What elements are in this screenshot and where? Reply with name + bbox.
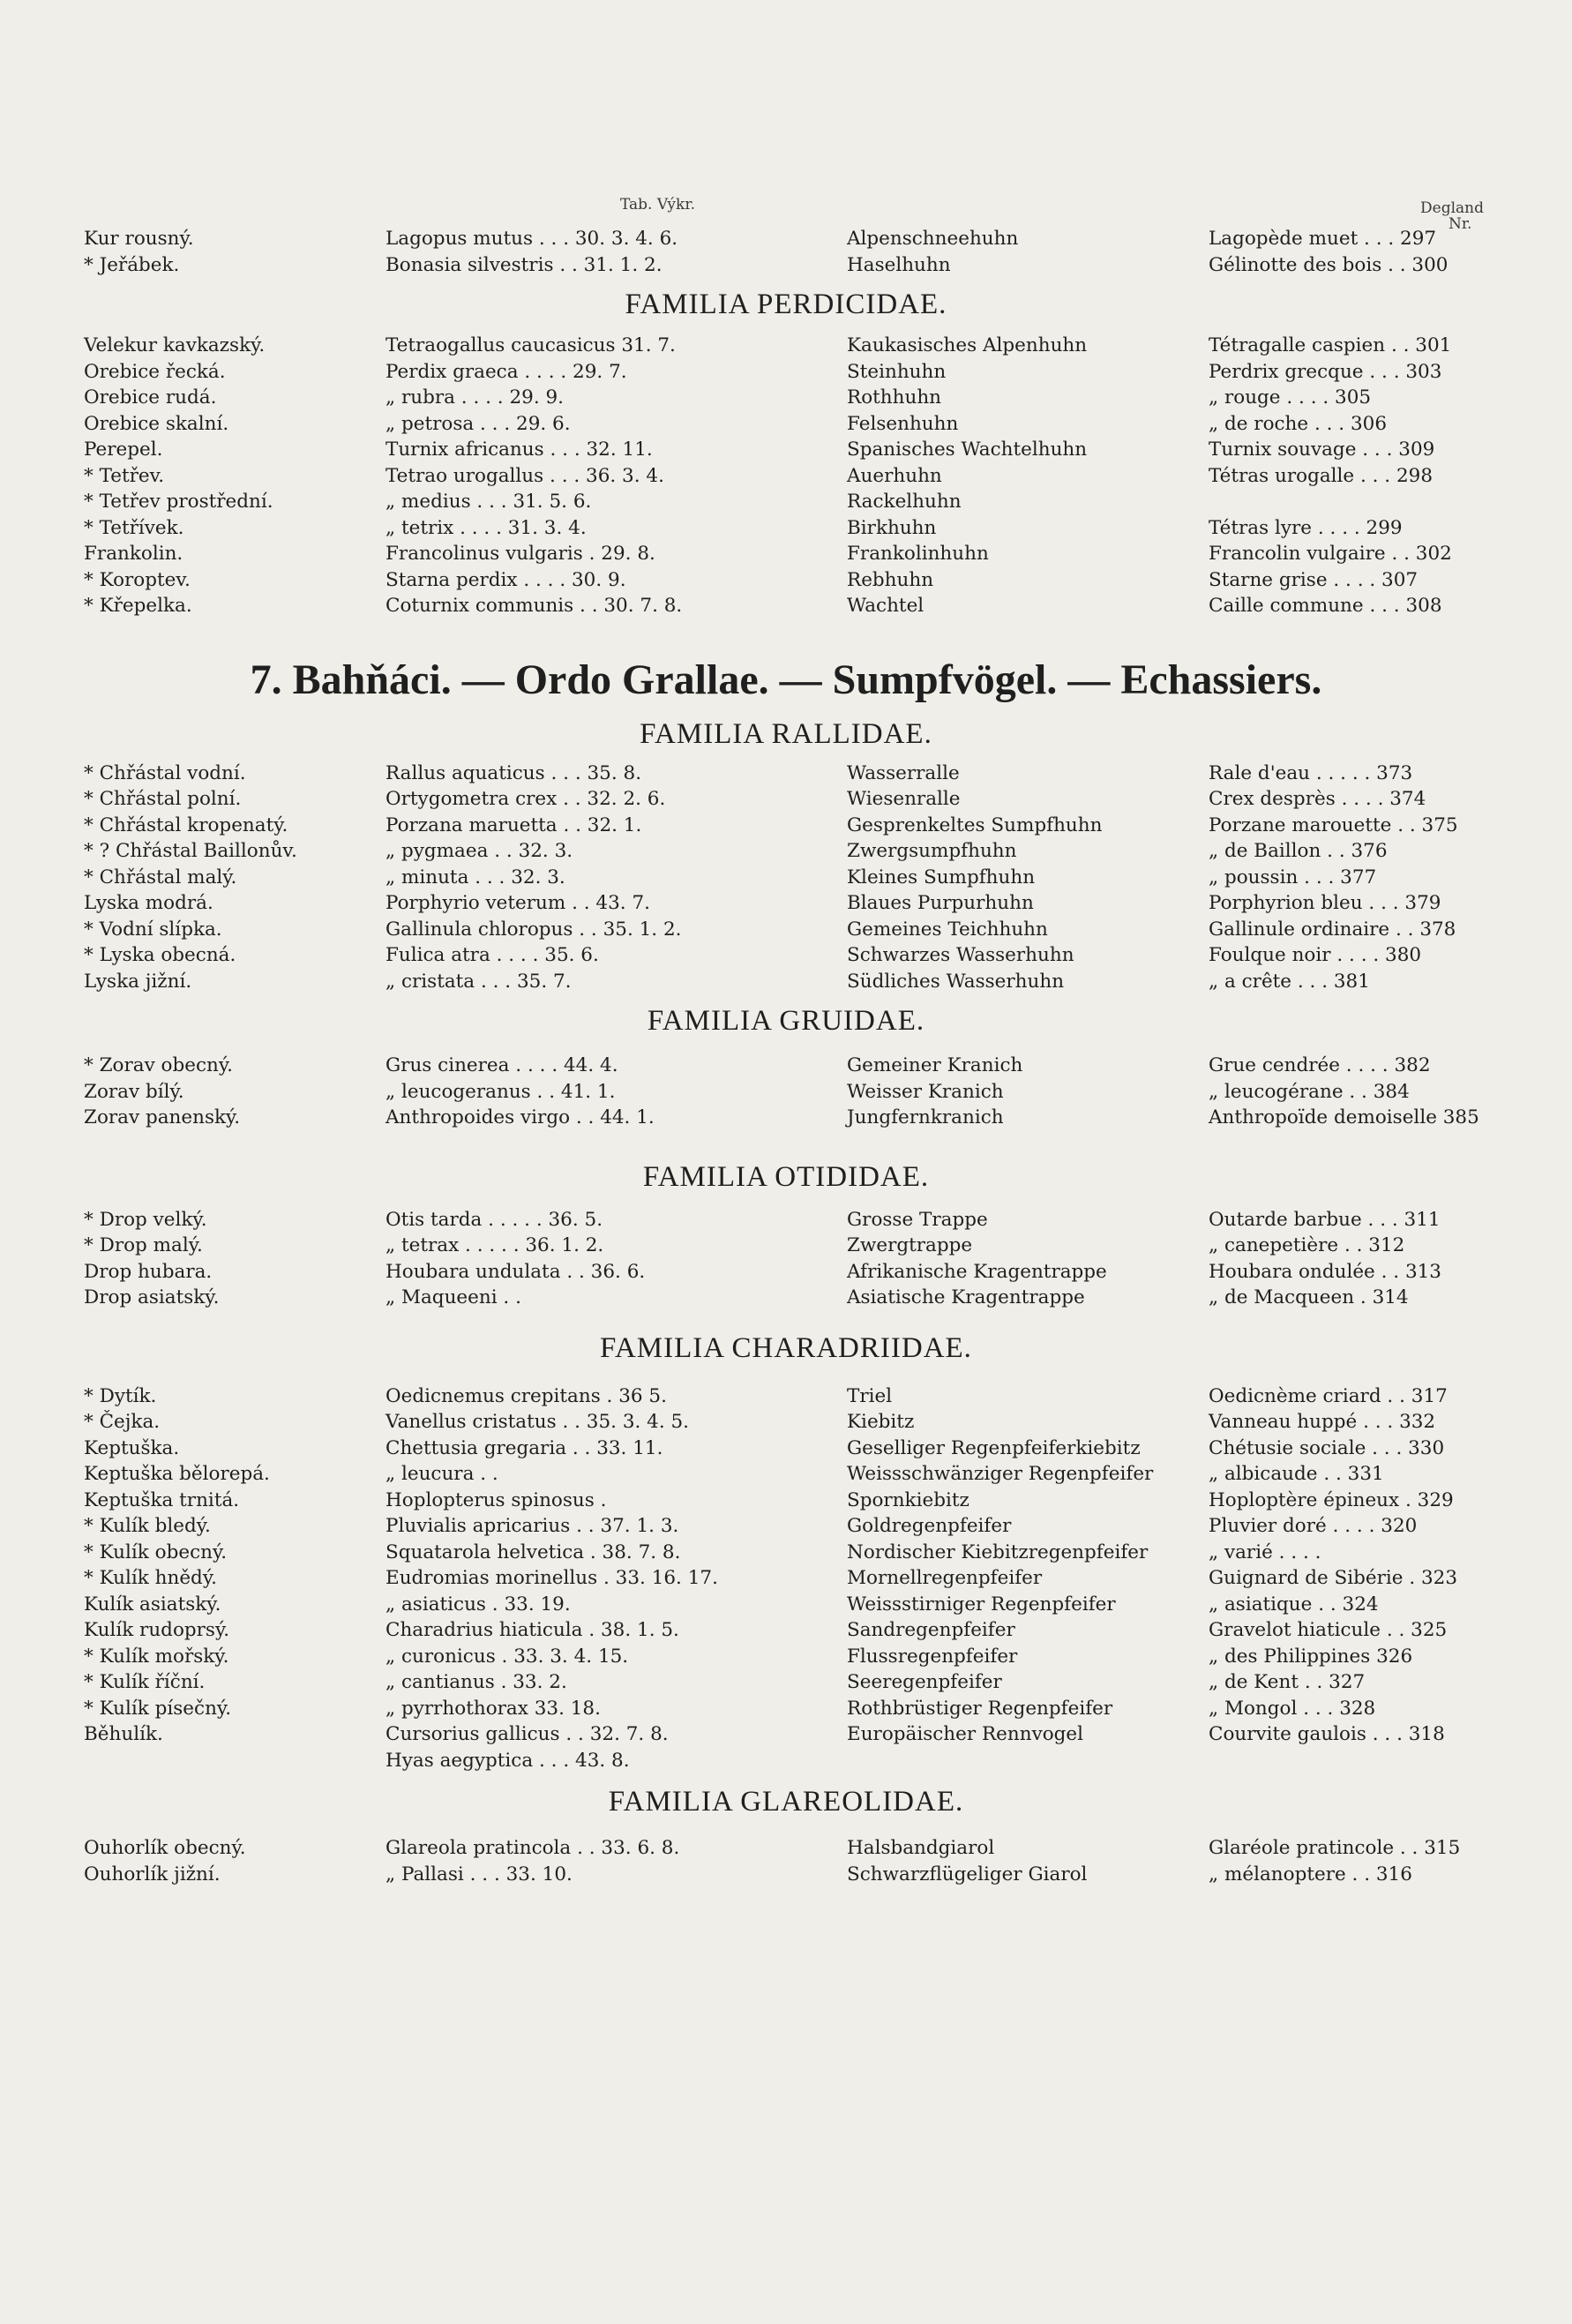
latin-name-plate: Anthropoides virgo . . 44. 1. bbox=[386, 1106, 655, 1128]
czech-name: Lyska jižní. bbox=[84, 970, 192, 993]
species-row bbox=[0, 1053, 1572, 1079]
species-row bbox=[0, 1207, 1572, 1233]
czech-name: Zorav bílý. bbox=[84, 1080, 184, 1103]
species-row bbox=[0, 969, 1572, 995]
species-table bbox=[0, 333, 1572, 619]
familia-title: FAMILIA RALLIDAE. bbox=[640, 717, 932, 750]
czech-name: * Kulík bledý. bbox=[84, 1515, 211, 1537]
species-row bbox=[0, 1592, 1572, 1618]
familia-title: FAMILIA GRUIDAE. bbox=[647, 1005, 925, 1037]
species-table bbox=[0, 1053, 1572, 1131]
species-row bbox=[0, 593, 1572, 619]
czech-name: Orebice rudá. bbox=[84, 386, 217, 409]
french-name-degland: Gallinule ordinaire . . 378 bbox=[1209, 918, 1456, 941]
french-name-degland: „ de Macqueen . 314 bbox=[1209, 1286, 1409, 1308]
french-name-degland: Grue cendrée . . . . 382 bbox=[1209, 1054, 1431, 1076]
species-row bbox=[0, 515, 1572, 542]
german-name: Auerhuhn bbox=[847, 464, 942, 487]
latin-name-plate: Lagopus mutus . . . 30. 3. 4. 6. bbox=[386, 228, 678, 250]
latin-name-plate: Coturnix communis . . 30. 7. 8. bbox=[386, 595, 683, 617]
species-row bbox=[0, 567, 1572, 594]
species-row bbox=[0, 1644, 1572, 1670]
french-name-degland: Tétras lyre . . . . 299 bbox=[1209, 516, 1403, 539]
latin-name-plate: Turnix africanus . . . 32. 11. bbox=[386, 439, 653, 461]
species-row bbox=[0, 1259, 1572, 1286]
species-row bbox=[0, 226, 1572, 252]
species-row bbox=[0, 437, 1572, 463]
species-row bbox=[0, 1696, 1572, 1722]
czech-name: Běhulík. bbox=[84, 1723, 163, 1745]
czech-name: * Kulík mořský. bbox=[84, 1645, 229, 1668]
german-name: Zwergsumpfhuhn bbox=[847, 840, 1017, 862]
species-table bbox=[0, 226, 1572, 278]
french-name-degland: „ Mongol . . . 328 bbox=[1209, 1697, 1376, 1720]
czech-name: Ouhorlík obecný. bbox=[84, 1837, 246, 1859]
latin-name-plate: Perdix graeca . . . . 29. 7. bbox=[386, 360, 627, 383]
czech-name: * Kulík říční. bbox=[84, 1671, 206, 1693]
latin-name-plate: Charadrius hiaticula . 38. 1. 5. bbox=[386, 1619, 679, 1641]
german-name: Rackelhuhn bbox=[847, 491, 962, 513]
species-row bbox=[0, 1669, 1572, 1696]
section-otididae bbox=[0, 1158, 1572, 1311]
czech-name: * Drop velký. bbox=[84, 1208, 207, 1231]
species-table bbox=[0, 1207, 1572, 1311]
czech-name: * Zorav obecný. bbox=[84, 1054, 233, 1076]
czech-name: * Kulík písečný. bbox=[84, 1697, 232, 1720]
french-name-degland: „ leucogérane . . 384 bbox=[1209, 1080, 1410, 1103]
czech-name: * Drop malý. bbox=[84, 1234, 203, 1256]
czech-name: * Chřástal polní. bbox=[84, 788, 242, 810]
french-name-degland: Guignard de Sibérie . 323 bbox=[1209, 1567, 1458, 1589]
german-name: Frankolinhuhn bbox=[847, 543, 989, 565]
german-name: Halsbandgiarol bbox=[847, 1837, 995, 1859]
german-name: Europäischer Rennvogel bbox=[847, 1723, 1084, 1745]
familia-title: FAMILIA OTIDIDAE. bbox=[642, 1160, 930, 1193]
species-row bbox=[0, 385, 1572, 411]
german-name: Nordischer Kiebitzregenpfeifer bbox=[847, 1541, 1149, 1563]
latin-name-plate: Gallinula chloropus . . 35. 1. 2. bbox=[386, 918, 682, 941]
degland-header: Degland bbox=[1420, 199, 1484, 217]
czech-name: Zorav panenský. bbox=[84, 1106, 241, 1128]
species-row bbox=[0, 1488, 1572, 1514]
species-row bbox=[0, 1617, 1572, 1644]
french-name-degland: Hoploptère épineux . 329 bbox=[1209, 1488, 1454, 1511]
german-name: Birkhuhn bbox=[847, 516, 937, 539]
species-row bbox=[0, 333, 1572, 359]
french-name-degland: „ rouge . . . . 305 bbox=[1209, 386, 1372, 409]
german-name: Südliches Wasserhuhn bbox=[847, 970, 1065, 993]
czech-name: Drop asiatský. bbox=[84, 1286, 220, 1308]
section-ordo bbox=[0, 646, 1572, 715]
french-name-degland: Vanneau huppé . . . 332 bbox=[1209, 1411, 1436, 1433]
french-name-degland: Gélinotte des bois . . 300 bbox=[1209, 253, 1448, 276]
latin-name-plate: „ asiaticus . 33. 19. bbox=[386, 1593, 571, 1616]
german-name: Felsenhuhn bbox=[847, 412, 959, 435]
latin-name-plate: „ leucogeranus . . 41. 1. bbox=[386, 1080, 616, 1103]
czech-name: * Tetřívek. bbox=[84, 516, 184, 539]
german-name: Rebhuhn bbox=[847, 568, 934, 591]
french-name-degland: Chétusie sociale . . . 330 bbox=[1209, 1436, 1445, 1459]
latin-name-plate: „ cantianus . 33. 2. bbox=[386, 1671, 567, 1693]
french-name-degland: „ asiatique . . 324 bbox=[1209, 1593, 1379, 1616]
latin-name-plate: „ Maqueeni . . bbox=[386, 1286, 521, 1308]
species-row bbox=[0, 252, 1572, 279]
latin-name-plate: Bonasia silvestris . . 31. 1. 2. bbox=[386, 253, 662, 276]
species-row bbox=[0, 1105, 1572, 1131]
species-row bbox=[0, 838, 1572, 865]
czech-name: * Lyska obecná. bbox=[84, 944, 236, 966]
french-name-degland: „ des Philippines 326 bbox=[1209, 1645, 1413, 1668]
german-name: Afrikanische Kragentrappe bbox=[847, 1260, 1107, 1283]
french-name-degland: Tétragalle caspien . . 301 bbox=[1209, 334, 1452, 356]
species-row bbox=[0, 1540, 1572, 1566]
czech-name: * ? Chřástal Baillonův. bbox=[84, 840, 297, 862]
section-charadriidae bbox=[0, 1329, 1572, 1774]
species-row bbox=[0, 942, 1572, 969]
french-name-degland: Outarde barbue . . . 311 bbox=[1209, 1208, 1441, 1231]
latin-name-plate: Porzana maruetta . . 32. 1. bbox=[386, 813, 642, 836]
latin-name-plate: Hyas aegyptica . . . 43. 8. bbox=[386, 1749, 630, 1772]
species-row bbox=[0, 489, 1572, 515]
german-name: Kleines Sumpfhuhn bbox=[847, 866, 1036, 888]
species-row bbox=[0, 463, 1572, 490]
german-name: Wiesenralle bbox=[847, 788, 961, 810]
species-row bbox=[0, 917, 1572, 943]
french-name-degland: Francolin vulgaire . . 302 bbox=[1209, 543, 1452, 565]
species-row bbox=[0, 1513, 1572, 1540]
french-name-degland: „ de Baillon . . 376 bbox=[1209, 840, 1388, 862]
species-row bbox=[0, 1409, 1572, 1436]
french-name-degland: Turnix souvage . . . 309 bbox=[1209, 439, 1435, 461]
french-name-degland: Perdrix grecque . . . 303 bbox=[1209, 360, 1442, 383]
czech-name: * Tetřev prostřední. bbox=[84, 491, 273, 513]
german-name: Schwarzflügeliger Giarol bbox=[847, 1863, 1088, 1885]
czech-name: * Koroptev. bbox=[84, 568, 191, 591]
latin-name-plate: Porphyrio veterum . . 43. 7. bbox=[386, 892, 650, 914]
german-name: Spornkiebitz bbox=[847, 1488, 969, 1511]
czech-name: * Jeřábek. bbox=[84, 253, 180, 276]
latin-name-plate: Francolinus vulgaris . 29. 8. bbox=[386, 543, 655, 565]
french-name-degland: Oedicnème criard . . 317 bbox=[1209, 1384, 1448, 1407]
french-name-degland: „ canepetière . . 312 bbox=[1209, 1234, 1405, 1256]
latin-name-plate: „ rubra . . . . 29. 9. bbox=[386, 386, 565, 409]
german-name: Mornellregenpfeifer bbox=[847, 1567, 1043, 1589]
french-name-degland: „ mélanoptere . . 316 bbox=[1209, 1863, 1412, 1885]
czech-name: * Chřástal kropenatý. bbox=[84, 813, 288, 836]
german-name: Weissstirniger Regenpfeifer bbox=[847, 1593, 1116, 1616]
species-row bbox=[0, 813, 1572, 839]
latin-name-plate: Squatarola helvetica . 38. 7. 8. bbox=[386, 1541, 681, 1563]
czech-name: Perepel. bbox=[84, 439, 163, 461]
species-row bbox=[0, 1079, 1572, 1106]
species-row bbox=[0, 1565, 1572, 1592]
latin-name-plate: „ minuta . . . 32. 3. bbox=[386, 866, 565, 888]
german-name: Geselliger Regenpfeiferkiebitz bbox=[847, 1436, 1141, 1459]
german-name: Weisser Kranich bbox=[847, 1080, 1004, 1103]
german-name: Alpenschneehuhn bbox=[847, 228, 1019, 250]
species-row bbox=[0, 1436, 1572, 1462]
tab-vykr-header: Tab. Výkr. bbox=[620, 196, 695, 214]
species-row bbox=[0, 865, 1572, 891]
czech-name: Drop hubara. bbox=[84, 1260, 213, 1283]
latin-name-plate: Eudromias morinellus . 33. 16. 17. bbox=[386, 1567, 718, 1589]
czech-name: * Kulík obecný. bbox=[84, 1541, 228, 1563]
section-perdicidae bbox=[0, 285, 1572, 619]
german-name: Wasserralle bbox=[847, 761, 960, 784]
french-name-degland: Foulque noir . . . . 380 bbox=[1209, 944, 1422, 966]
german-name: Gesprenkeltes Sumpfhuhn bbox=[847, 813, 1103, 836]
german-name: Gemeines Teichhuhn bbox=[847, 918, 1048, 941]
czech-name: Orebice řecká. bbox=[84, 360, 226, 383]
species-row bbox=[0, 359, 1572, 386]
czech-name: Lyska modrá. bbox=[84, 892, 213, 914]
latin-name-plate: Ortygometra crex . . 32. 2. 6. bbox=[386, 788, 666, 810]
latin-name-plate: „ pyrrhothorax 33. 18. bbox=[386, 1697, 601, 1720]
latin-name-plate: Tetrao urogallus . . . 36. 3. 4. bbox=[386, 464, 664, 487]
latin-name-plate: Tetraogallus caucasicus 31. 7. bbox=[386, 334, 676, 356]
french-name-degland: Anthropoïde demoiselle 385 bbox=[1209, 1106, 1479, 1128]
ordo-title: 7. Bahňáci. — Ordo Grallae. — Sumpfvögel. — Echassiers. bbox=[250, 656, 1322, 703]
french-name-degland: „ de Kent . . 327 bbox=[1209, 1671, 1366, 1693]
nr-header: Nr. bbox=[1448, 215, 1472, 233]
german-name: Schwarzes Wasserhuhn bbox=[847, 944, 1074, 966]
species-row bbox=[0, 1285, 1572, 1311]
german-name: Seeregenpfeifer bbox=[847, 1671, 1002, 1693]
french-name-degland: Crex desprès . . . . 374 bbox=[1209, 788, 1426, 810]
latin-name-plate: Otis tarda . . . . . 36. 5. bbox=[386, 1208, 603, 1231]
czech-name: Kur rousný. bbox=[84, 228, 194, 250]
latin-name-plate: Grus cinerea . . . . 44. 4. bbox=[386, 1054, 618, 1076]
czech-name: * Křepelka. bbox=[84, 595, 192, 617]
french-name-degland: Houbara ondulée . . 313 bbox=[1209, 1260, 1441, 1283]
latin-name-plate: Chettusia gregaria . . 33. 11. bbox=[386, 1436, 663, 1459]
german-name: Goldregenpfeifer bbox=[847, 1515, 1012, 1537]
latin-name-plate: „ curonicus . 33. 3. 4. 15. bbox=[386, 1645, 629, 1668]
czech-name: * Chřástal vodní. bbox=[84, 761, 246, 784]
species-row bbox=[0, 541, 1572, 567]
familia-title: FAMILIA PERDICIDAE. bbox=[625, 289, 947, 320]
czech-name: Frankolin. bbox=[84, 543, 183, 565]
german-name: Weissschwänziger Regenpfeifer bbox=[847, 1463, 1154, 1485]
german-name: Sandregenpfeifer bbox=[847, 1619, 1015, 1641]
german-name: Grosse Trappe bbox=[847, 1208, 988, 1231]
latin-name-plate: „ petrosa . . . 29. 6. bbox=[386, 412, 571, 435]
french-name-degland: Caille commune . . . 308 bbox=[1209, 595, 1442, 617]
species-row bbox=[0, 1862, 1572, 1888]
czech-name: * Dytík. bbox=[84, 1384, 157, 1407]
french-name-degland: Starne grise . . . . 307 bbox=[1209, 568, 1419, 591]
content bbox=[0, 226, 1572, 1887]
species-table bbox=[0, 761, 1572, 995]
latin-name-plate: „ medius . . . 31. 5. 6. bbox=[386, 491, 592, 513]
german-name: Wachtel bbox=[847, 595, 924, 617]
french-name-degland: Rale d'eau . . . . . 373 bbox=[1209, 761, 1413, 784]
german-name: Steinhuhn bbox=[847, 360, 947, 383]
french-name-degland: „ poussin . . . 377 bbox=[1209, 866, 1377, 888]
czech-name: Kulík asiatský. bbox=[84, 1593, 221, 1616]
german-name: Rothhuhn bbox=[847, 386, 942, 409]
czech-name: Kulík rudoprsý. bbox=[84, 1619, 230, 1641]
czech-name: Orebice skalní. bbox=[84, 412, 229, 435]
latin-name-plate: Vanellus cristatus . . 35. 3. 4. 5. bbox=[386, 1411, 690, 1433]
czech-name: * Chřástal malý. bbox=[84, 866, 237, 888]
section-gruidae bbox=[0, 1001, 1572, 1131]
french-name-degland: Glaréole pratincole . . 315 bbox=[1209, 1837, 1461, 1859]
latin-name-plate: „ tetrix . . . . 31. 3. 4. bbox=[386, 516, 587, 539]
species-row bbox=[0, 1383, 1572, 1410]
german-name: Zwergtrappe bbox=[847, 1234, 973, 1256]
latin-name-plate: „ cristata . . . 35. 7. bbox=[386, 970, 572, 993]
french-name-degland: „ a crête . . . 381 bbox=[1209, 970, 1370, 993]
german-name: Haselhuhn bbox=[847, 253, 951, 276]
latin-name-plate: Glareola pratincola . . 33. 6. 8. bbox=[386, 1837, 680, 1859]
species-row bbox=[0, 1835, 1572, 1862]
section-glareolidae bbox=[0, 1782, 1572, 1887]
latin-name-plate: „ pygmaea . . 32. 3. bbox=[386, 840, 573, 862]
latin-name-plate: Rallus aquaticus . . . 35. 8. bbox=[386, 761, 642, 784]
german-name: Kaukasisches Alpenhuhn bbox=[847, 334, 1088, 356]
latin-name-plate: „ leucura . . bbox=[386, 1463, 498, 1485]
latin-name-plate: „ tetrax . . . . . 36. 1. 2. bbox=[386, 1234, 604, 1256]
czech-name: * Kulík hnědý. bbox=[84, 1567, 217, 1589]
french-name-degland: Lagopède muet . . . 297 bbox=[1209, 228, 1437, 250]
czech-name: Velekur kavkazský. bbox=[84, 334, 266, 356]
french-name-degland: Porphyrion bleu . . . 379 bbox=[1209, 892, 1441, 914]
czech-name: Keptuška trnitá. bbox=[84, 1488, 240, 1511]
familia-title: FAMILIA CHARADRIIDAE. bbox=[600, 1331, 972, 1364]
german-name: Gemeiner Kranich bbox=[847, 1054, 1023, 1076]
czech-name: * Tetřev. bbox=[84, 464, 165, 487]
german-name: Spanisches Wachtelhuhn bbox=[847, 439, 1088, 461]
german-name: Jungfernkranich bbox=[847, 1106, 1004, 1128]
latin-name-plate: „ Pallasi . . . 33. 10. bbox=[386, 1863, 573, 1885]
czech-name: * Čejka. bbox=[84, 1411, 161, 1433]
czech-name: Keptuška. bbox=[84, 1436, 180, 1459]
french-name-degland: „ albicaude . . 331 bbox=[1209, 1463, 1384, 1485]
french-name-degland: Tétras urogalle . . . 298 bbox=[1209, 464, 1434, 487]
czech-name: Ouhorlík jižní. bbox=[84, 1863, 221, 1885]
latin-name-plate: Pluvialis apricarius . . 37. 1. 3. bbox=[386, 1515, 679, 1537]
german-name: Blaues Purpurhuhn bbox=[847, 892, 1034, 914]
german-name: Asiatische Kragentrappe bbox=[847, 1286, 1085, 1308]
species-row bbox=[0, 1748, 1572, 1774]
french-name-degland: Courvite gaulois . . . 318 bbox=[1209, 1723, 1445, 1745]
french-name-degland: Gravelot hiaticule . . 325 bbox=[1209, 1619, 1448, 1641]
latin-name-plate: Cursorius gallicus . . 32. 7. 8. bbox=[386, 1723, 669, 1745]
french-name-degland: Pluvier doré . . . . 320 bbox=[1209, 1515, 1418, 1537]
species-row bbox=[0, 786, 1572, 813]
section-top bbox=[0, 226, 1572, 278]
familia-title: FAMILIA GLAREOLIDAE. bbox=[608, 1786, 964, 1818]
species-row bbox=[0, 1721, 1572, 1748]
french-name-degland: „ varié . . . . bbox=[1209, 1541, 1321, 1563]
species-row bbox=[0, 411, 1572, 438]
latin-name-plate: Oedicnemus crepitans . 36 5. bbox=[386, 1384, 667, 1407]
latin-name-plate: Houbara undulata . . 36. 6. bbox=[386, 1260, 646, 1283]
french-name-degland: „ de roche . . . 306 bbox=[1209, 412, 1388, 435]
section-rallidae bbox=[0, 715, 1572, 995]
czech-name: Keptuška bělorepá. bbox=[84, 1463, 270, 1485]
german-name: Kiebitz bbox=[847, 1411, 915, 1433]
czech-name: * Vodní slípka. bbox=[84, 918, 222, 941]
species-row bbox=[0, 1461, 1572, 1488]
species-table bbox=[0, 1383, 1572, 1774]
german-name: Rothbrüstiger Regenpfeifer bbox=[847, 1697, 1113, 1720]
species-row bbox=[0, 890, 1572, 917]
french-name-degland: Porzane marouette . . 375 bbox=[1209, 813, 1458, 836]
species-table bbox=[0, 1835, 1572, 1887]
latin-name-plate: Hoplopterus spinosus . bbox=[386, 1488, 607, 1511]
latin-name-plate: Fulica atra . . . . 35. 6. bbox=[386, 944, 599, 966]
german-name: Triel bbox=[847, 1384, 893, 1407]
german-name: Flussregenpfeifer bbox=[847, 1645, 1018, 1668]
latin-name-plate: Starna perdix . . . . 30. 9. bbox=[386, 568, 626, 591]
species-row bbox=[0, 1233, 1572, 1259]
species-row bbox=[0, 761, 1572, 787]
